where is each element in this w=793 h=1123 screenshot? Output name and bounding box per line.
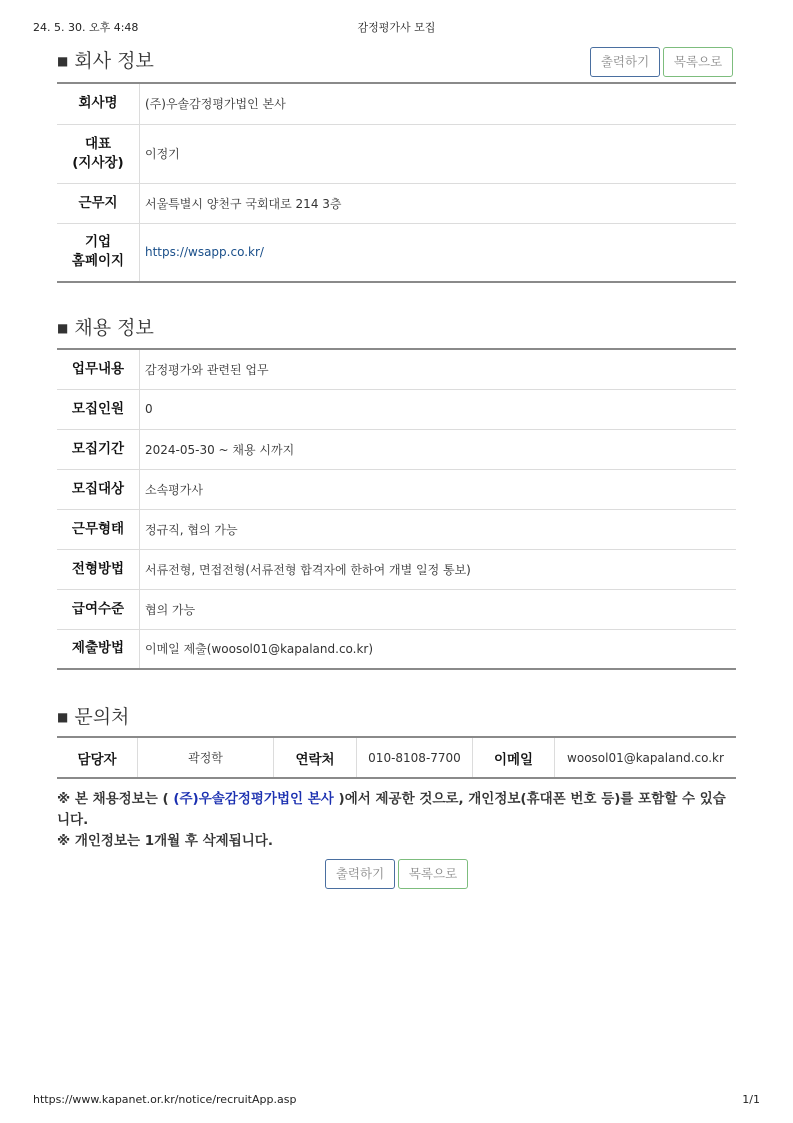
table-row (57, 509, 736, 549)
table-row (57, 589, 736, 629)
manager-value: 곽정학 (138, 737, 274, 778)
square-bullet-icon: ■ (57, 321, 69, 335)
table-row (57, 469, 736, 509)
phone-value: 010-8108-7700 (357, 737, 473, 778)
homepage-value (140, 223, 737, 282)
table-row (57, 737, 736, 778)
table-row (57, 183, 736, 223)
representative-label: 대표 (지사장) (57, 124, 140, 183)
company-info-table (57, 82, 736, 283)
list-button-bottom[interactable]: 목록으로 (398, 859, 468, 889)
selection-process-value: 서류전형, 면접전형(서류전형 합격자에 한하여 개별 일정 통보) (140, 549, 737, 589)
headcount-label: 모집인원 (57, 389, 140, 429)
phone-label: 연락처 (274, 737, 357, 778)
company-section-title: ■ 회사 정보 (57, 50, 154, 72)
employment-type-label: 근무형태 (57, 509, 140, 549)
submission-method-value: 이메일 제출(woosol01@kapaland.co.kr) (145, 642, 374, 657)
job-description-label: 업무내용 (57, 349, 140, 389)
print-page-title: 감정평가사 모집 (357, 21, 436, 34)
table-row (57, 349, 736, 389)
submission-method-label: 제출방법 (57, 629, 140, 669)
workplace-label: 근무지 (57, 183, 140, 223)
representative-value: 이정기 (140, 124, 737, 183)
table-row (57, 223, 736, 282)
print-button-bottom[interactable]: 출력하기 (325, 859, 395, 889)
print-date: 24. 5. 30. 오후 4:48 (33, 21, 139, 34)
square-bullet-icon: ■ (57, 710, 69, 724)
contact-table (57, 736, 736, 779)
print-button-top[interactable]: 출력하기 (590, 47, 660, 77)
print-header (33, 19, 760, 35)
notice-company-name: (주)우솔감정평가법인 본사 (173, 791, 334, 807)
selection-process-label: 전형방법 (57, 549, 140, 589)
recruit-period-value: 2024-05-30 ~ 채용 시까지 (140, 429, 737, 469)
salary-label: 급여수준 (57, 589, 140, 629)
recruit-period-label: 모집기간 (57, 429, 140, 469)
recruit-info-table (57, 348, 736, 670)
employment-type-value: 정규직, 협의 가능 (140, 509, 737, 549)
print-url: https://www.kapanet.or.kr/notice/recruitApp.asp (33, 1093, 297, 1106)
recruit-section-title: ■ 채용 정보 (57, 317, 154, 339)
print-footer (33, 1093, 760, 1109)
workplace-value: 서울특별시 양천구 국회대로 214 3층 (140, 183, 737, 223)
table-row (57, 429, 736, 469)
table-row (57, 629, 736, 669)
table-row (57, 124, 736, 183)
company-name-value: (주)우솔감정평가법인 본사 (140, 83, 737, 124)
square-bullet-icon: ■ (57, 54, 69, 68)
privacy-notice (57, 789, 737, 852)
target-value: 소속평가사 (140, 469, 737, 509)
job-description-value: 감정평가와 관련된 업무 (140, 349, 737, 389)
contact-section-title: ■ 문의처 (57, 706, 130, 728)
homepage-link[interactable]: https://wsapp.co.kr/ (145, 245, 264, 260)
headcount-value: 0 (140, 389, 737, 429)
email-value: woosol01@kapaland.co.kr (567, 750, 724, 765)
target-label: 모집대상 (57, 469, 140, 509)
table-row (57, 549, 736, 589)
list-button-top[interactable]: 목록으로 (663, 47, 733, 77)
email-label: 이메일 (473, 737, 555, 778)
page-number: 1/1 (742, 1093, 760, 1106)
homepage-label: 기업 홈페이지 (57, 223, 140, 282)
table-row (57, 389, 736, 429)
notice-line-1: ※ 본 채용정보는 ( (주)우솔감정평가법인 본사 )에서 제공한 것으로, 개인정보(휴대폰 번호 등)를 포함할 수 있습니다. (57, 791, 726, 828)
company-name-label: 회사명 (57, 83, 140, 124)
table-row (57, 83, 736, 124)
salary-value: 협의 가능 (140, 589, 737, 629)
notice-line-2: ※ 개인정보는 1개월 후 삭제됩니다. (57, 833, 273, 849)
manager-label: 담당자 (57, 737, 138, 778)
